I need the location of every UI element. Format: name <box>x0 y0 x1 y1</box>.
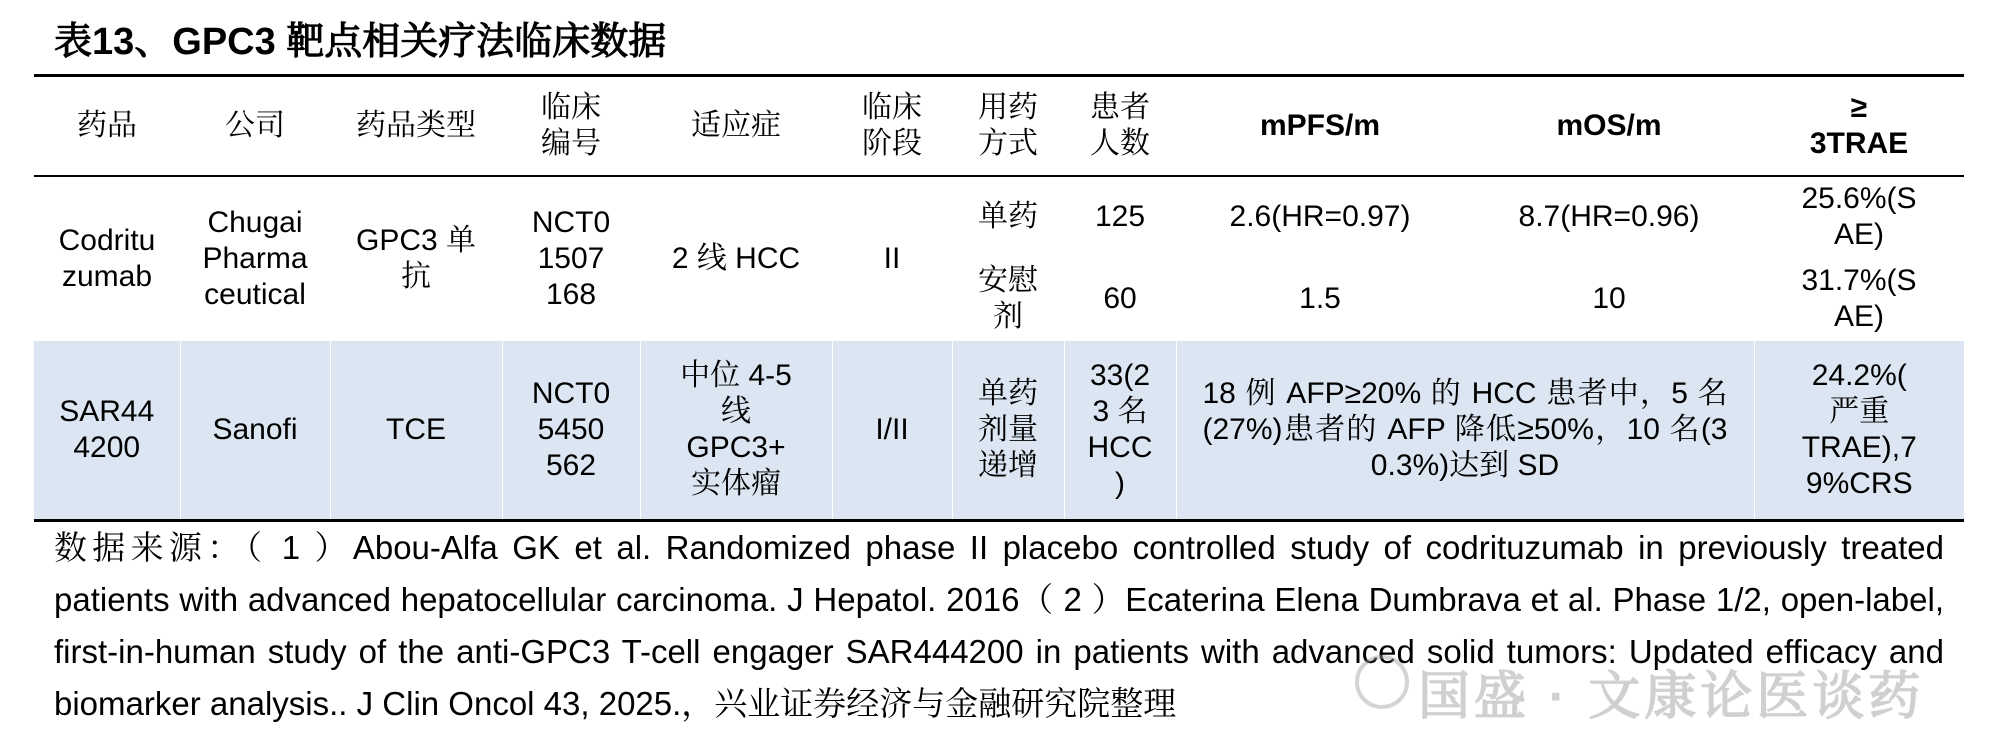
table-row <box>34 341 1964 521</box>
cell-efficacy: 18 例 AFP≥20% 的 HCC 患者中，5 名 (27%)患者的 AFP 降低≥50%，10 名(30.3%)达到 SD <box>1176 341 1754 521</box>
cell-drug: SAR44 4200 <box>59 395 155 464</box>
watermark-text: 国盛 · 文康论医谈药 <box>1418 668 1925 726</box>
cell-drug: Codritu zumab <box>58 224 156 293</box>
cell-patients: 60 <box>1103 282 1137 315</box>
cell-trae: 24.2%( 严重 TRAE),7 9%CRS <box>1754 341 1964 521</box>
cell-trae: 25.6%(S AE) <box>1801 182 1917 251</box>
cell-patients: 125 <box>1094 200 1146 233</box>
cell-drug-type: GPC3 单 抗 <box>355 224 477 293</box>
header-patients: 患者 人数 <box>1090 91 1150 160</box>
header-drug-type: 药品类型 <box>356 109 476 142</box>
header-row <box>34 76 1964 177</box>
cell-mos: 8.7(HR=0.96) <box>1518 200 1700 233</box>
cell-company: Sanofi <box>180 341 330 521</box>
cell-phase: I/II <box>832 341 952 521</box>
table-title: 表13、GPC3 靶点相关疗法临床数据 <box>54 21 667 63</box>
cell-mpfs: 2.6(HR=0.97) <box>1229 200 1411 233</box>
table-row <box>34 176 1964 257</box>
clinical-data-table-wrap <box>34 74 1964 522</box>
cell-patients: 33(2 3 名 HCC ) <box>1064 341 1176 521</box>
header-mpfs: mPFS/m <box>1259 109 1381 142</box>
cell-mpfs: 1.5 <box>1299 282 1341 315</box>
cell-trial-id: NCT0 5450 562 <box>502 341 640 521</box>
cell-indication: 中位 4-5 线 GPC3+ 实体瘤 <box>640 341 832 521</box>
cell-trae: 31.7%(S AE) <box>1801 264 1917 333</box>
header-indication: 适应症 <box>691 109 781 142</box>
header-mode: 用药 方式 <box>978 91 1038 160</box>
source-note: 数据来源：（ 1 ）Abou-Alfa GK et al. Randomized phase II placebo controlled study of codrituzumab in previously treated patients with advanced hepatocellular carcinoma. J Hepatol. 2016（ 2 ）Ecaterina Elena Dumbrava et al. Phase 1/2, open-label, first-in-human study of the anti-GPC3 T-cell engager SAR444200 in patients with advanced solid tumors: Updated efficacy and biomarker analysis.. J Clin Oncol 43, 2025.，兴业证券经济与金融研究院整理 <box>54 529 1944 722</box>
cell-mode: 安慰 剂 <box>978 264 1038 333</box>
cell-mos: 10 <box>1592 282 1626 315</box>
cell-company: Chugai Pharma ceutical <box>202 206 308 311</box>
cell-phase: II <box>883 242 901 275</box>
header-phase: 临床 阶段 <box>862 91 922 160</box>
header-trial-id: 临床 编号 <box>541 91 601 160</box>
header-drug: 药品 <box>77 109 137 142</box>
cell-drug-type: TCE <box>330 341 502 521</box>
header-company: 公司 <box>225 109 285 142</box>
cell-mode: 单药 剂量 递增 <box>952 341 1064 521</box>
header-trae: ≥ 3TRAE <box>1809 91 1909 160</box>
clinical-data-table <box>34 74 1964 522</box>
cell-indication: 2 线 HCC <box>671 242 801 275</box>
cell-trial-id: NCT0 1507 168 <box>531 206 611 311</box>
header-mos: mOS/m <box>1556 109 1662 142</box>
cell-mode: 单药 <box>978 200 1038 233</box>
